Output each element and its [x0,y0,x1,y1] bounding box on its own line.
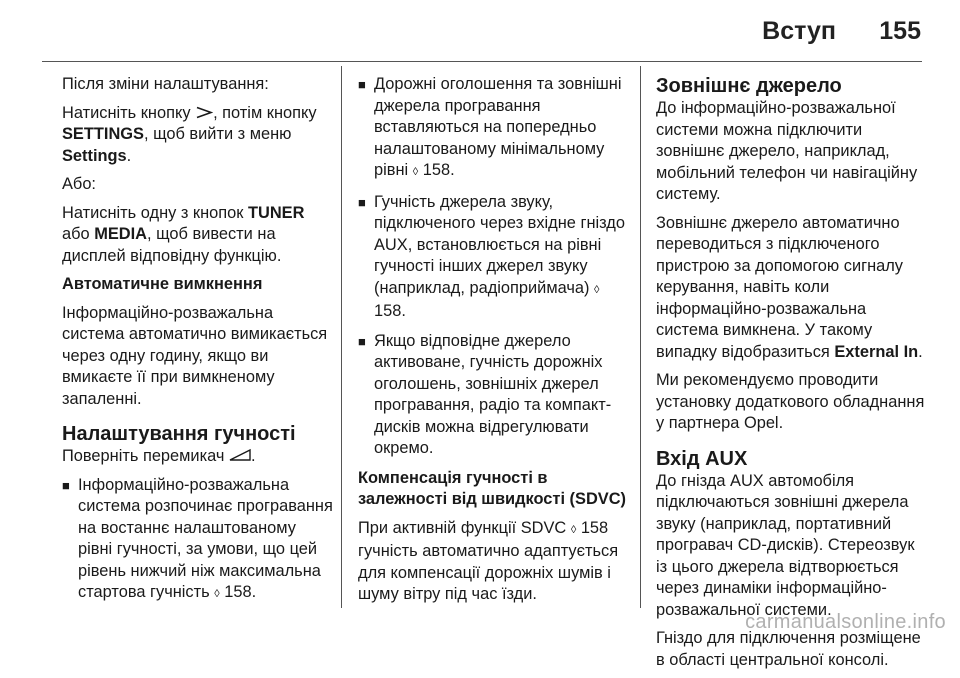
external-in-label: External In [834,342,919,361]
text: Натисніть одну з кнопок [62,203,248,222]
text: , щоб вийти з меню [143,125,292,143]
text: , потім кнопку [213,103,317,122]
reference-arrow-icon: ◊ [594,283,600,296]
volume-bullet-list-continued [358,74,626,460]
text: гучність автоматично адаптується для компенсації дорожніх шумів і шуму вітру під час їзди. [358,542,619,603]
bullet-icon: ■ [358,77,366,92]
auto-off-heading: Автоматичне вимкнення [62,275,263,293]
list-item [62,475,334,606]
reference-arrow-icon: ◊ [412,166,419,178]
bullet-icon: ■ [62,477,70,493]
column-3 [656,74,928,678]
bullet-icon: ■ [358,194,366,210]
external-source-text-2 [656,213,928,364]
header-title: Вступ [762,17,836,45]
external-source-text-1: До інформаційно-розважальної системи можна підключити зовнішнє джерело, наприклад, мобільний телефон чи навігаційну систему. [656,99,918,203]
auto-off-text: Інформаційно-розважальна система автоматично вимикається через одну годину, якщо ви вмикаєте її при вимкненому запаленні. [62,303,328,408]
aux-input-heading: Вхід AUX [656,447,748,470]
sdvc-heading: Компенсація гучності в залежності від швидкості (SDVC) [358,468,627,508]
bullet-icon: ■ [358,333,366,349]
paragraph-settings-instruction [62,103,334,168]
paragraph-tuner-media [62,203,334,268]
list-item [358,74,626,184]
page-reference: 158. [224,583,257,601]
paragraph-or: Або: [62,175,96,193]
text: Гучність джерела звуку, підключеного через вхідне гніздо AUX, встановлюється на рівні гучності інших джерел звуку (наприклад, радіоприймача) [374,192,625,297]
text: , щоб вивести на дисплей відповідну функцію. [62,225,282,265]
external-source-heading: Зовнішнє джерело [656,75,842,97]
text: . [126,146,132,165]
paragraph-after-change: Після зміни налаштування: [62,75,269,93]
aux-input-text-2: Гніздо для підключення розміщене в області центральної консолі. [656,629,921,669]
sdvc-text [358,518,626,606]
settings-menu-label: Settings [62,146,127,165]
reference-arrow-icon: ◊ [570,523,577,536]
volume-text [62,446,334,468]
text: При активній функції SDVC [358,518,571,537]
page-reference: 158. [422,161,455,179]
page-reference: 158. [374,302,406,320]
media-button-label: MEDIA [94,225,148,243]
volume-bullet-list [62,475,334,606]
text: Інформаційно-розважальна система розпочинає програвання на востаннє налаштованому рівні гучності, за умови, що цей рівень нижчий ніж максимальна стартова гучність [78,475,333,601]
column-1 [62,74,334,614]
list-item [358,331,626,460]
header-rule [42,61,922,62]
column-2 [358,74,626,613]
next-button-icon [195,106,213,119]
volume-knob-icon [229,448,251,462]
text: Зовнішнє джерело автоматично переводиться з підключеного пристрою за допомогою сигналу керування, навіть коли інформаційно-розважальна система вимкнена. У такому випадку відобразиться [656,213,904,361]
aux-input-text-1: До гнізда AUX автомобіля підключаються зовнішні джерела звуку (наприклад, портативний програвач CD-дисків). Стереозвук із цього джерела відтворюється через динаміки інформаційно-розважальної системи. [656,471,915,619]
settings-button-label: SETTINGS [62,125,144,143]
text: Дорожні оголошення та зовнішні джерела програвання вставляються на попередньо налаштованому мінімальному рівні [374,75,622,179]
text: або [62,225,95,243]
tuner-button-label: TUNER [248,203,305,222]
text: Натисніть кнопку [62,103,196,122]
text: Поверніть перемикач [62,447,229,465]
external-source-text-3: Ми рекомендуємо проводити установку додаткового обладнання у партнера Opel. [656,371,925,432]
text: . [918,342,923,361]
text: Якщо відповідне джерело активоване, гучність дорожніх оголошень, зовнішніх джерел програвання, радіо та компакт-дисків можна відрегулювати окремо. [374,331,612,457]
list-item [358,192,626,323]
reference-arrow-icon: ◊ [214,588,220,600]
column-divider-1 [341,66,342,608]
text: . [250,447,256,465]
page-reference: 158 [580,518,609,537]
page-number: 155 [879,17,921,45]
site-watermark: carmanualsonline.info [745,611,946,633]
volume-heading: Налаштування гучності [62,423,296,445]
column-divider-2 [640,66,641,608]
page-header [0,0,960,60]
